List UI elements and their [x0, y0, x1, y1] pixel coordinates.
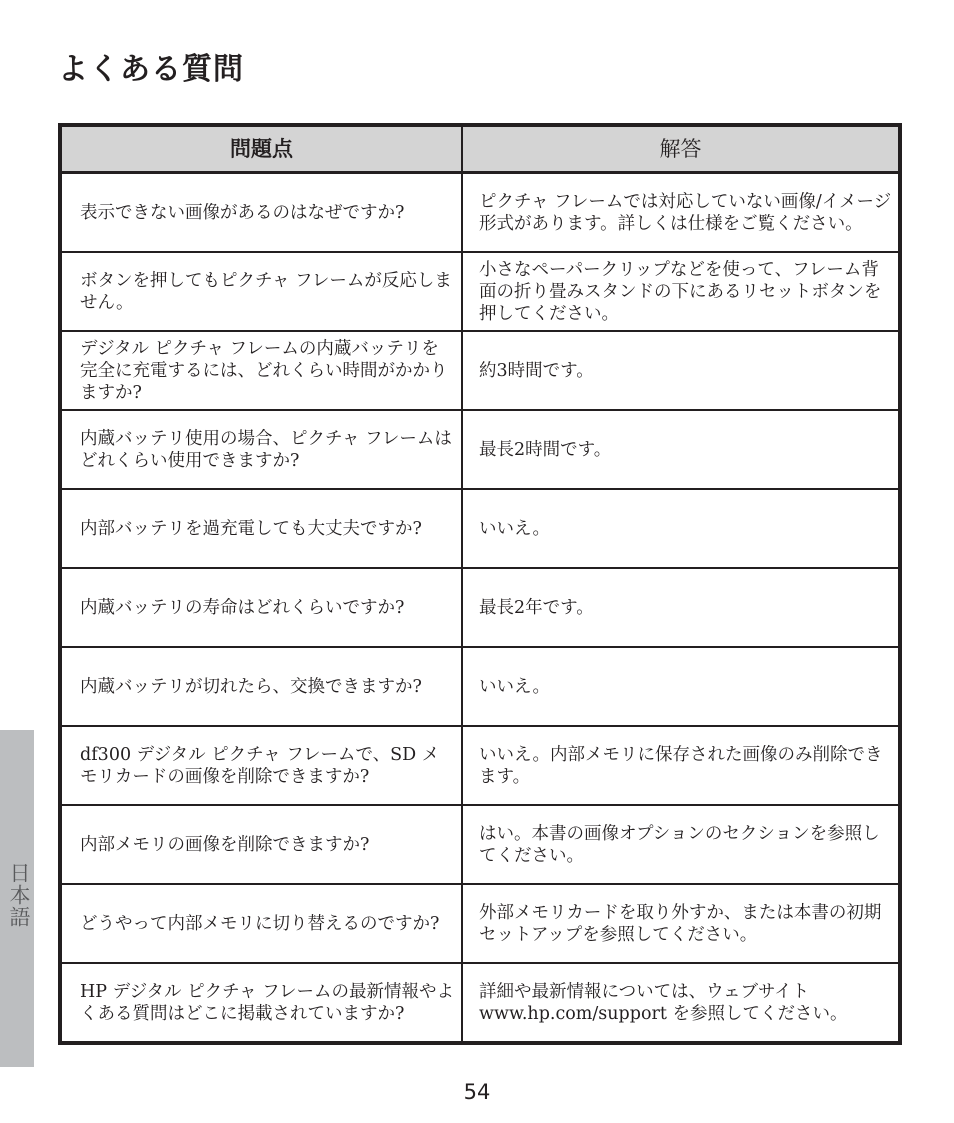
table-row	[60, 252, 900, 331]
table-row	[60, 331, 900, 410]
table-row	[60, 173, 900, 253]
table-row	[60, 884, 900, 963]
question-cell: 内蔵バッテリ使用の場合、ピクチャ フレームはどれくらい使用できますか?	[60, 410, 462, 489]
answer-cell: 最長2年です。	[462, 568, 900, 647]
page-number: 54	[463, 1080, 491, 1104]
question-cell: 内部バッテリを過充電しても大丈夫ですか?	[60, 489, 462, 568]
answer-cell: いいえ。内部メモリに保存された画像のみ削除できます。	[462, 726, 900, 805]
table-row	[60, 726, 900, 805]
column-header-question: 問題点	[60, 125, 462, 173]
answer-cell: はい。本書の画像オプションのセクションを参照してください。	[462, 805, 900, 884]
question-cell: 表示できない画像があるのはなぜですか?	[60, 173, 462, 253]
table-row	[60, 410, 900, 489]
faq-table	[58, 123, 902, 1045]
question-cell: ボタンを押してもピクチャ フレームが反応しません。	[60, 252, 462, 331]
table-row	[60, 489, 900, 568]
answer-cell: 外部メモリカードを取り外すか、または本書の初期セットアップを参照してください。	[462, 884, 900, 963]
answer-cell: いいえ。	[462, 489, 900, 568]
table-row	[60, 805, 900, 884]
table-header-row	[60, 125, 900, 173]
language-side-tab-label: 日本語	[7, 862, 31, 928]
answer-cell: いいえ。	[462, 647, 900, 726]
answer-cell: ピクチャ フレームでは対応していない画像/イメージ形式があります。詳しくは仕様をご覧ください。	[462, 173, 900, 253]
question-cell: HP デジタル ピクチャ フレームの最新情報やよくある質問はどこに掲載されていますか?	[60, 963, 462, 1043]
answer-cell: 最長2時間です。	[462, 410, 900, 489]
question-cell: どうやって内部メモリに切り替えるのですか?	[60, 884, 462, 963]
table-row	[60, 568, 900, 647]
question-cell: 内蔵バッテリが切れたら、交換できますか?	[60, 647, 462, 726]
question-cell: df300 デジタル ピクチャ フレームで、SD メモリカードの画像を削除できますか?	[60, 726, 462, 805]
question-cell: デジタル ピクチャ フレームの内蔵バッテリを完全に充電するには、どれくらい時間がかかりますか?	[60, 331, 462, 410]
column-header-answer: 解答	[462, 125, 900, 173]
table-row	[60, 963, 900, 1043]
table-row	[60, 647, 900, 726]
answer-cell: 小さなペーパークリップなどを使って、フレーム背面の折り畳みスタンドの下にあるリセットボタンを押してください。	[462, 252, 900, 331]
answer-cell: 約3時間です。	[462, 331, 900, 410]
answer-cell: 詳細や最新情報については、ウェブサイトwww.hp.com/support を参照してください。	[462, 963, 900, 1043]
question-cell: 内部メモリの画像を削除できますか?	[60, 805, 462, 884]
question-cell: 内蔵バッテリの寿命はどれくらいですか?	[60, 568, 462, 647]
page-title: よくある質問	[58, 52, 244, 87]
